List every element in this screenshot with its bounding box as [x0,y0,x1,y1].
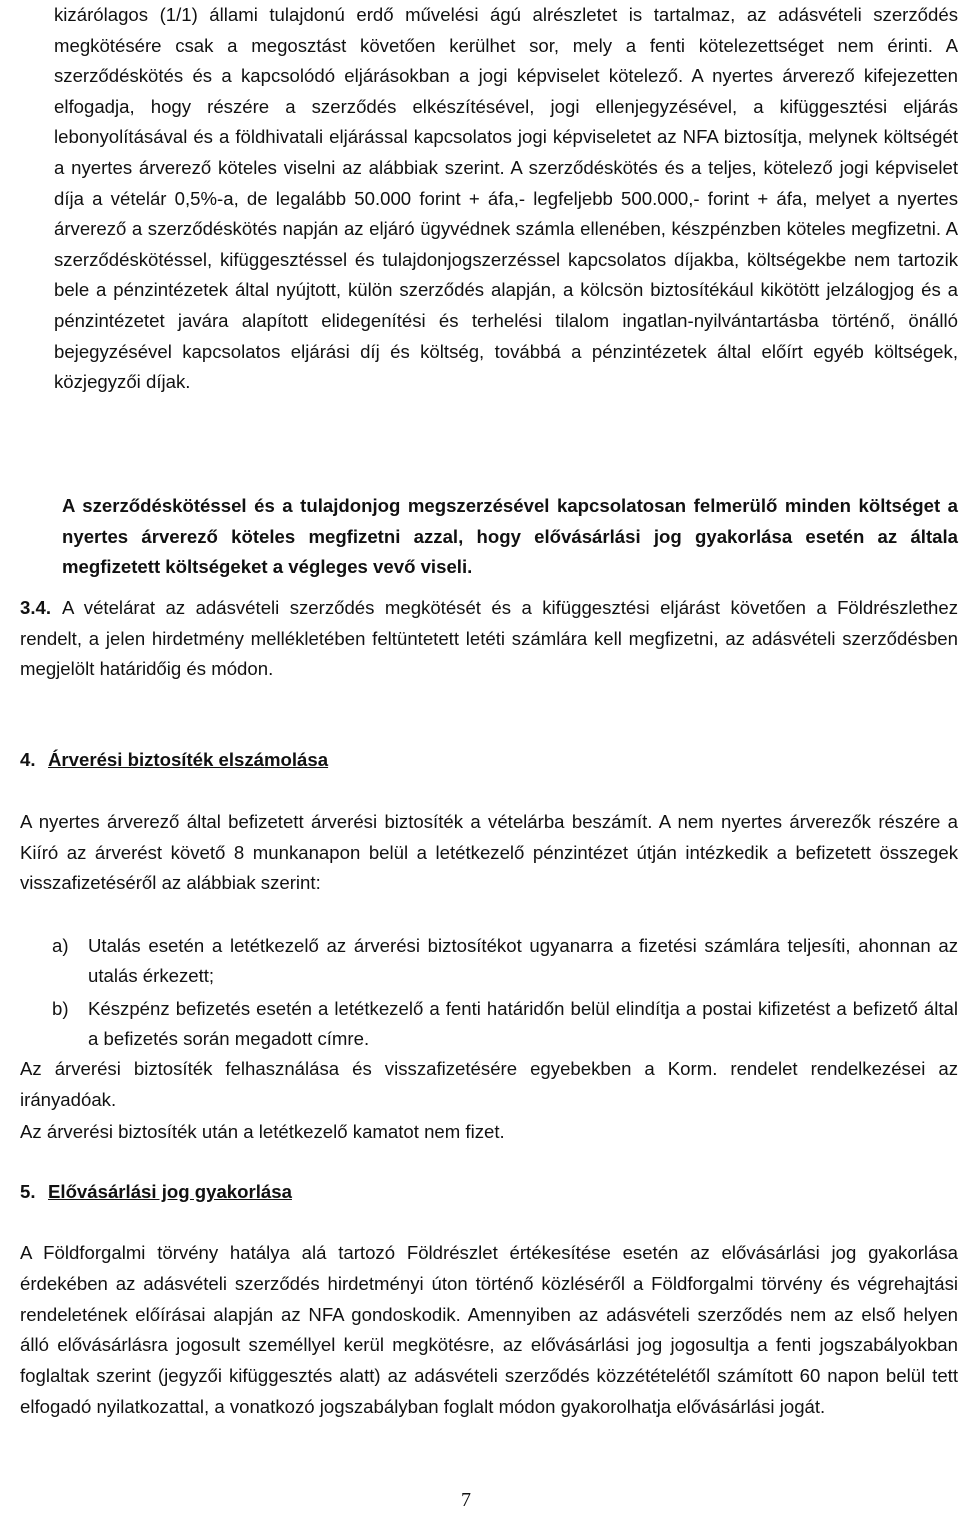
list-marker: a) [52,935,69,956]
paragraph-interest: Az árverési biztosíték után a letétkezelő kamatot nem fizet. [20,1121,505,1142]
section-number: 5. [20,1181,36,1202]
section-3-4 [20,593,958,685]
section-4-heading [20,745,328,775]
paragraph-usage: Az árverési biztosíték felhasználása és visszafizetésére egyebekben a Korm. rendelet rendelkezései az irányadóak. [20,1058,958,1110]
section-number: 3.4. [20,597,52,618]
page-number: 7 [461,1489,471,1511]
list-marker: b) [52,998,69,1019]
list-item-text: Készpénz befizetés esetén a letétkezelő a fenti határidőn belül elindítja a postai kifizetést a befizető által a befizetés során megadott címre. [88,998,958,1050]
section-number: 4. [20,749,36,770]
section-title: Árverési biztosíték elszámolása [48,749,329,770]
list-item [20,994,958,1055]
section-5-text: A Földforgalmi törvény hatálya alá tartozó Földrészlet értékesítése esetén az elővásárlási jog gyakorlása érdekében az adásvételi szerződés hirdetményi úton történő közléséről a Földforgalmi törvény és végrehajtási rendeletének előírásai alapján az NFA gondoskodik. Amennyiben az adásvételi szerződés nem az első helyen álló elővásárlásra jogosult személlyel kerül megkötésre, az elővásárlási jog jogosultja a fenti jogszabályokban foglaltak szerint (jegyzői kifüggesztés alatt) az adásvételi szerződés közzétételétől számított 60 napon belül tett elfogadó nyilatkozattal, a vonatkozó jogszabályban foglalt módon gyakorolhatja elővásárlási jogát. [20,1242,958,1417]
section-title: Elővásárlási jog gyakorlása [48,1181,292,1202]
section-5-heading [20,1177,292,1207]
paragraph-costs-bold: A szerződéskötéssel és a tulajdonjog megszerzésével kapcsolatosan felmerülő minden költséget a nyertes árverező köteles megfizetni azzal, hogy elővásárlási jog gyakorlása esetén az általa megfizetett költségeket a végleges vevő viseli. [62,495,958,577]
list-item [20,931,958,992]
list-item-text: Utalás esetén a letétkezelő az árverési biztosítékot ugyanarra a fizetési számlára teljesíti, ahonnan az utalás érkezett; [88,935,958,987]
section-3-4-text: A vételárat az adásvételi szerződés megkötését és a kifüggesztési eljárást követően a Földrészlethez rendelt, a jelen hirdetmény mellékletében feltüntetett letéti számlára kell megfizetni, az adásvételi szerződésben megjelölt határidőig és módon. [20,597,958,680]
section-4-intro: A nyertes árverező által befizetett árverési biztosíték a vételárba beszámít. A nem nyertes árverezők részére a Kiíró az árverést követő 8 munkanapon belül a letétkezelő pénzintézet útján intézkedik a befizetett összegek visszafizetéséről az alábbiak szerint: [20,811,958,894]
paragraph-legal-representation: kizárólagos (1/1) állami tulajdonú erdő művelési ágú alrészletet is tartalmaz, az adásvételi szerződés megkötésére csak a megosztást követően kerülhet sor, mely a fenti kötelezettséget nem érinti. A szerződéskötés és a kapcsolódó eljárásokban a jogi képviselet kötelező. A nyertes árverező kifejezetten elfogadja, hogy részére a szerződés elkészítésével, jogi ellenjegyzésével, a kifüggesztési eljárás lebonyolításával és a földhivatali eljárással kapcsolatos jogi képviseletet az NFA biztosítja, melynek költségét a nyertes árverező köteles viselni az alábbiak szerint. A szerződéskötés és a teljes, kötelező jogi képviselet díja a vételár 0,5%-a, de legalább 50.000 forint + áfa,- legfeljebb 500.000,- forint + áfa, melyet a nyertes árverező a szerződéskötés napján az eljáró ügyvédnek számla ellenében, készpénzben köteles megfizetni. A szerződéskötéssel, kifüggesztéssel és tulajdonjogszerzéssel kapcsolatos díjakba, költségekbe nem tartozik bele a pénzintézetek által nyújtott, külön szerződés alapján, a kölcsön biztosítékául kikötött jelzálogjog és a pénzintézetet javára alapított elidegenítési és terhelési tilalom ingatlan-nyilvántartásba történő, önálló bejegyzésével kapcsolatos eljárási díj és költség, továbbá a pénzintézetek által előírt egyéb költségek, közjegyzői díjak. [54,4,958,393]
